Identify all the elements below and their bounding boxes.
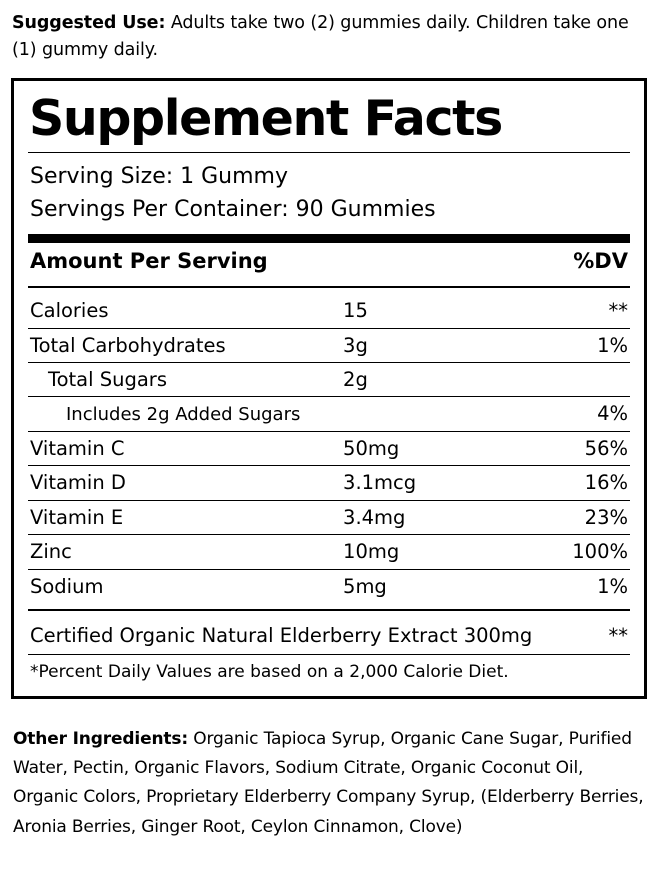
nutrient-name: Vitamin C	[28, 432, 341, 466]
divider-thin-top	[28, 152, 630, 153]
elderberry-extract-dv: **	[608, 623, 628, 647]
servings-per-container: Servings Per Container: 90 Gummies	[30, 196, 436, 222]
divider-above-extract	[28, 609, 630, 611]
nutrient-daily-value: 1%	[597, 574, 628, 598]
suggested-use-text: Adults take two (2) gummies daily. Children take one (1) gummy daily.	[12, 13, 629, 61]
other-ingredients-paragraph	[13, 725, 645, 842]
panel-title: Supplement Facts	[29, 90, 502, 148]
table-row	[28, 432, 630, 466]
nutrient-daily-value: 4%	[522, 397, 630, 432]
table-row	[28, 328, 630, 362]
divider-below-header	[28, 286, 630, 288]
nutrient-amount: 3.1mcg	[341, 466, 522, 500]
suggested-use-paragraph	[12, 10, 648, 64]
divider-thick-top	[28, 234, 630, 243]
elderberry-extract-text: Certified Organic Natural Elderberry Extract 300mg	[30, 623, 533, 647]
table-row	[28, 500, 630, 534]
nutrient-name: Vitamin D	[28, 466, 341, 500]
nutrient-daily-value: **	[522, 294, 630, 328]
nutrient-amount: 15	[341, 294, 522, 328]
nutrient-amount	[341, 397, 522, 432]
amount-per-serving-header	[28, 243, 630, 280]
nutrient-daily-value: 56%	[522, 432, 630, 466]
daily-value-label: %DV	[573, 249, 628, 274]
nutrient-name: Zinc	[28, 535, 341, 569]
nutrient-daily-value: 16%	[522, 466, 630, 500]
serving-info	[30, 161, 630, 226]
other-ingredients-label: Other Ingredients:	[13, 728, 188, 749]
nutrient-amount: 5mg	[343, 574, 387, 598]
nutrient-amount: 3.4mg	[341, 500, 522, 534]
table-row	[28, 569, 630, 603]
nutrient-amount: 10mg	[341, 535, 522, 569]
nutrient-daily-value: 1%	[522, 328, 630, 362]
table-row	[28, 397, 630, 432]
serving-size: Serving Size: 1 Gummy	[30, 164, 289, 190]
table-row	[28, 363, 630, 397]
other-ingredients-text: Organic Tapioca Syrup, Organic Cane Sugar, Purified Water, Pectin, Organic Flavors, Sodium Citrate, Organic Coconut Oil, Organic Colors, Proprietary Elderberry Company Syrup, (Elderberry Berries, Aronia Berries, Ginger Root, Ceylon Cinnamon, Clove)	[13, 728, 644, 837]
nutrient-name: Total Sugars	[28, 363, 341, 397]
nutrient-daily-value: 100%	[522, 535, 630, 569]
table-row	[28, 294, 630, 328]
nutrient-name: Includes 2g Added Sugars	[28, 397, 341, 432]
suggested-use-label: Suggested Use:	[12, 13, 166, 33]
table-row	[28, 466, 630, 500]
nutrient-daily-value: 23%	[522, 500, 630, 534]
elderberry-extract-row	[28, 617, 630, 655]
amount-per-serving-label: Amount Per Serving	[30, 249, 268, 274]
daily-value-footnote: *Percent Daily Values are based on a 2,000 Calorie Diet.	[30, 661, 509, 682]
nutrient-daily-value	[522, 363, 630, 397]
table-row	[28, 535, 630, 569]
nutrient-amount: 50mg	[341, 432, 522, 466]
nutrient-name: Vitamin E	[28, 500, 341, 534]
nutrient-amount: 3g	[341, 328, 522, 362]
supplement-facts-panel	[11, 78, 647, 699]
nutrient-name: Total Carbohydrates	[28, 328, 341, 362]
nutrition-table	[28, 294, 630, 603]
nutrient-name: Calories	[28, 294, 341, 328]
nutrient-name: Sodium	[30, 574, 104, 598]
nutrient-amount: 2g	[341, 363, 522, 397]
